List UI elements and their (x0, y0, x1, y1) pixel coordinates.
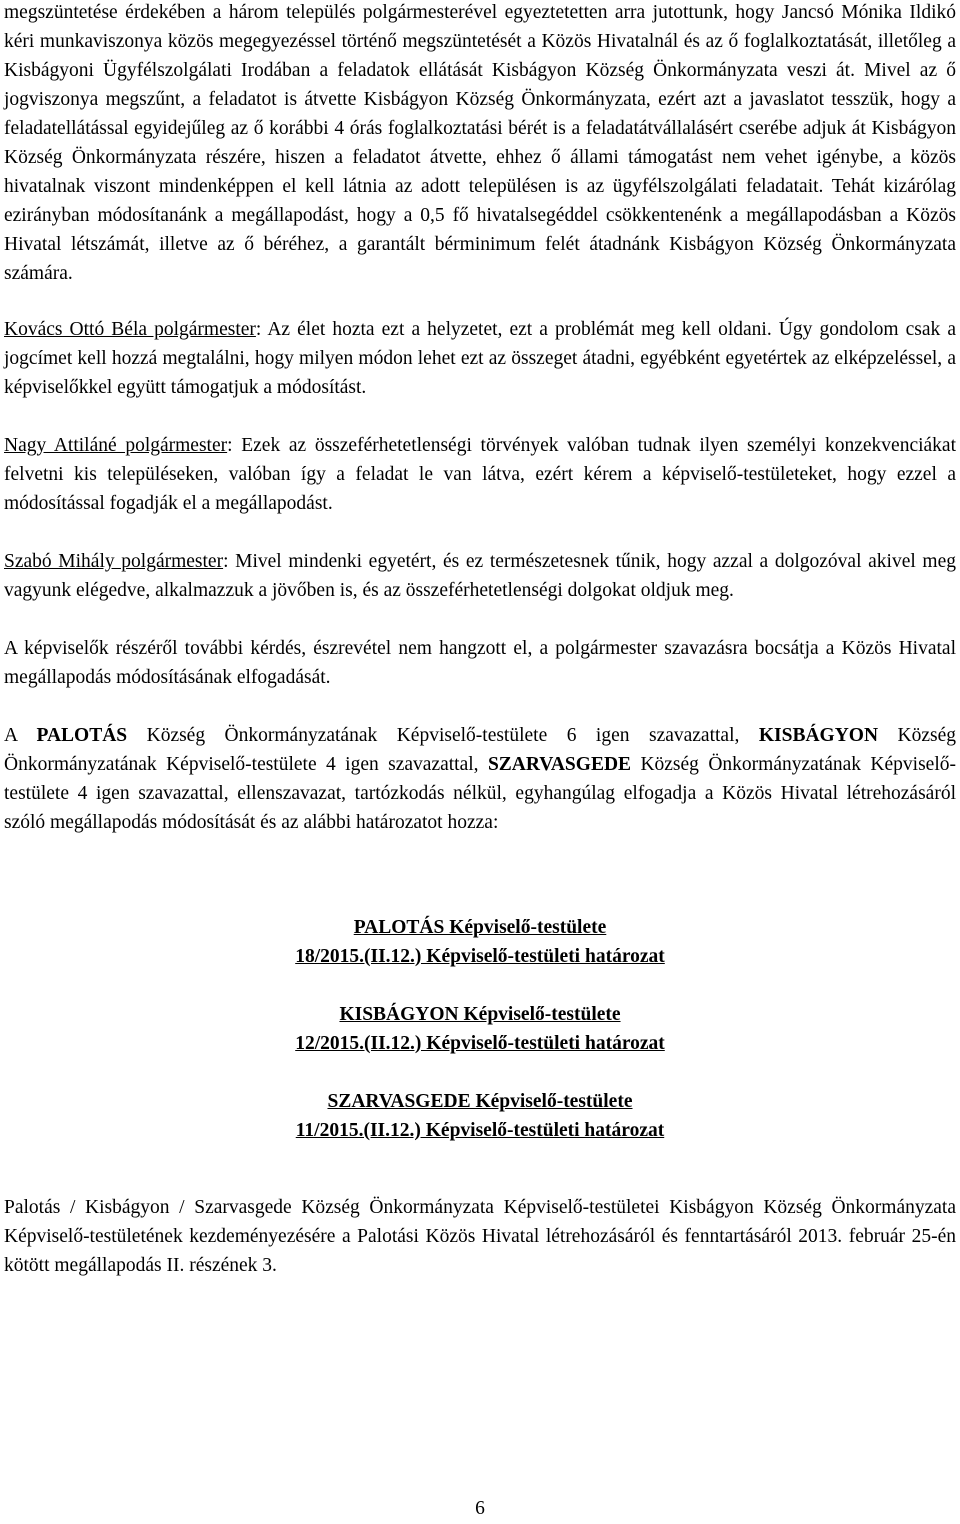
vote-szarvasgede-name: SZARVASGEDE (487, 754, 632, 775)
speaker-kovacs: Kovács Ottó Béla polgármester (4, 319, 256, 340)
page-number: 6 (475, 1498, 485, 1519)
vote-kisbagyon-name: KISBÁGYON (758, 725, 879, 746)
resolution-number: 11/2015.(II.12.) Képviselő-testületi határozat (295, 1120, 665, 1141)
vote-szarvasgede-text: Község Önkormányzatának Képviselő-testülete 4 igen szavazattal, ellenszavazat, tartózkodás nélkül, egyhangúlag elfogadja a Közös Hivatal létrehozásáról szóló megállapodás módosítását és az alábbi határozatot hozza: (4, 754, 956, 833)
paragraph-nagy (4, 431, 956, 518)
resolution-block-kisbagyon (4, 1000, 956, 1058)
paragraph-szabo (4, 547, 956, 605)
vote-palotas-name: PALOTÁS (36, 725, 128, 746)
resolution-body-title: SZARVASGEDE Képviselő-testülete (327, 1091, 633, 1112)
paragraph-intro: megszüntetése érdekében a három település polgármesterével egyeztetetten arra jutottunk, hogy Jancsó Mónika Ildikó kéri munkaviszonya közös megegyezéssel történő megszüntetését a Közös Hivatalnál és az ő foglalkoztatását, illetőleg a Kisbágyoni Ügyfélszolgálati Irodában a feladatok ellátását Kisbágyon Község Önkormányzata veszi át. Mivel az ő jogviszonya megszűnt, a feladatot is átvette Kisbágyon Község Önkormányzata, ezért azt a javaslatot tesszük, hogy a feladatellátással egyidejűleg az ő korábbi 4 órás foglalkoztatási bérét is a feladatátvállalásért cserébe adjuk át Kisbágyon Község Önkormányzata részére, hiszen a feladatot átvette, ehhez ő állami támogatást nem vehet igénybe, a közös hivatalnak viszont mindenképpen el kell látnia az adott településen is az ügyfélszolgálati feladatait. Tehát kizárólag ezirányban módosítanánk a megállapodást, hogy a 0,5 fő hivatalsegéddel csökkentenénk a megállapodásban a Közös Hivatal létszámát, illetve az ő béréhez, a garantált bérminimum felét átadnánk Kisbágyon Község Önkormányzata számára. (4, 2, 956, 284)
resolution-block-szarvasgede (4, 1087, 956, 1145)
resolution-number: 18/2015.(II.12.) Képviselő-testületi határozat (295, 946, 665, 967)
statement-kovacs: : Az élet hozta ezt a helyzetet, ezt a problémát meg kell oldani. Úgy gondolom csak a jogcímet kell hozzá megtalálni, hogy milyen módon lehet ezt az összeget átadni, egyébként egyetértek az elképzeléssel, a képviselőkkel együtt támogatjuk a módosítást. (4, 319, 956, 398)
resolution-number: 12/2015.(II.12.) Képviselő-testületi határozat (295, 1033, 665, 1054)
vote-palotas-text: Község Önkormányzatának Képviselő-testülete 6 igen szavazattal, (127, 725, 759, 746)
paragraph-vote-intro: A képviselők részéről további kérdés, észrevétel nem hangzott el, a polgármester szavazásra bocsátja a Közös Hivatal megállapodás módosításának elfogadását. (4, 638, 956, 688)
speaker-szabo: Szabó Mihály polgármester (4, 551, 224, 572)
document-body (4, 0, 956, 1280)
paragraph-closing: Palotás / Kisbágyon / Szarvasgede Község Önkormányzata Képviselő-testületei Kisbágyon Község Önkormányzata Képviselő-testületének kezdeményezésére a Palotási Közös Hivatal létrehozásáról és fenntartásáról 2013. február 25-én kötött megállapodás II. részének 3. (4, 1197, 956, 1276)
paragraph-kovacs (4, 315, 956, 402)
resolution-headings (4, 913, 956, 1145)
resolution-block-palotas (4, 913, 956, 971)
statement-szabo: : Mivel mindenki egyetért, és ez természetesnek tűnik, hogy azzal a dolgozóval akivel meg vagyunk elégedve, alkalmazzuk a jövőben is, és az összeférhetetlenségi dolgokat oldjuk meg. (4, 551, 957, 601)
vote-kisbagyon-text: Község Önkormányzatának Képviselő-testülete 4 igen szavazattal, (4, 725, 956, 775)
resolution-body-title: KISBÁGYON Képviselő-testülete (339, 1004, 621, 1025)
vote-article: A (4, 725, 18, 746)
statement-nagy: : Ezek az összeférhetetlenségi törvények valóban tudnak ilyen személyi konzekvenciákat felvetni kis településeken, valóban így a feladat le van látva, ezért kérem a képviselő-testületeket, hogy ezzel a módosítással fogadják el a megállapodást. (4, 435, 956, 514)
resolution-body-title: PALOTÁS Képviselő-testülete (353, 917, 607, 938)
paragraph-vote (4, 721, 956, 837)
speaker-nagy: Nagy Attiláné polgármester (4, 435, 228, 456)
